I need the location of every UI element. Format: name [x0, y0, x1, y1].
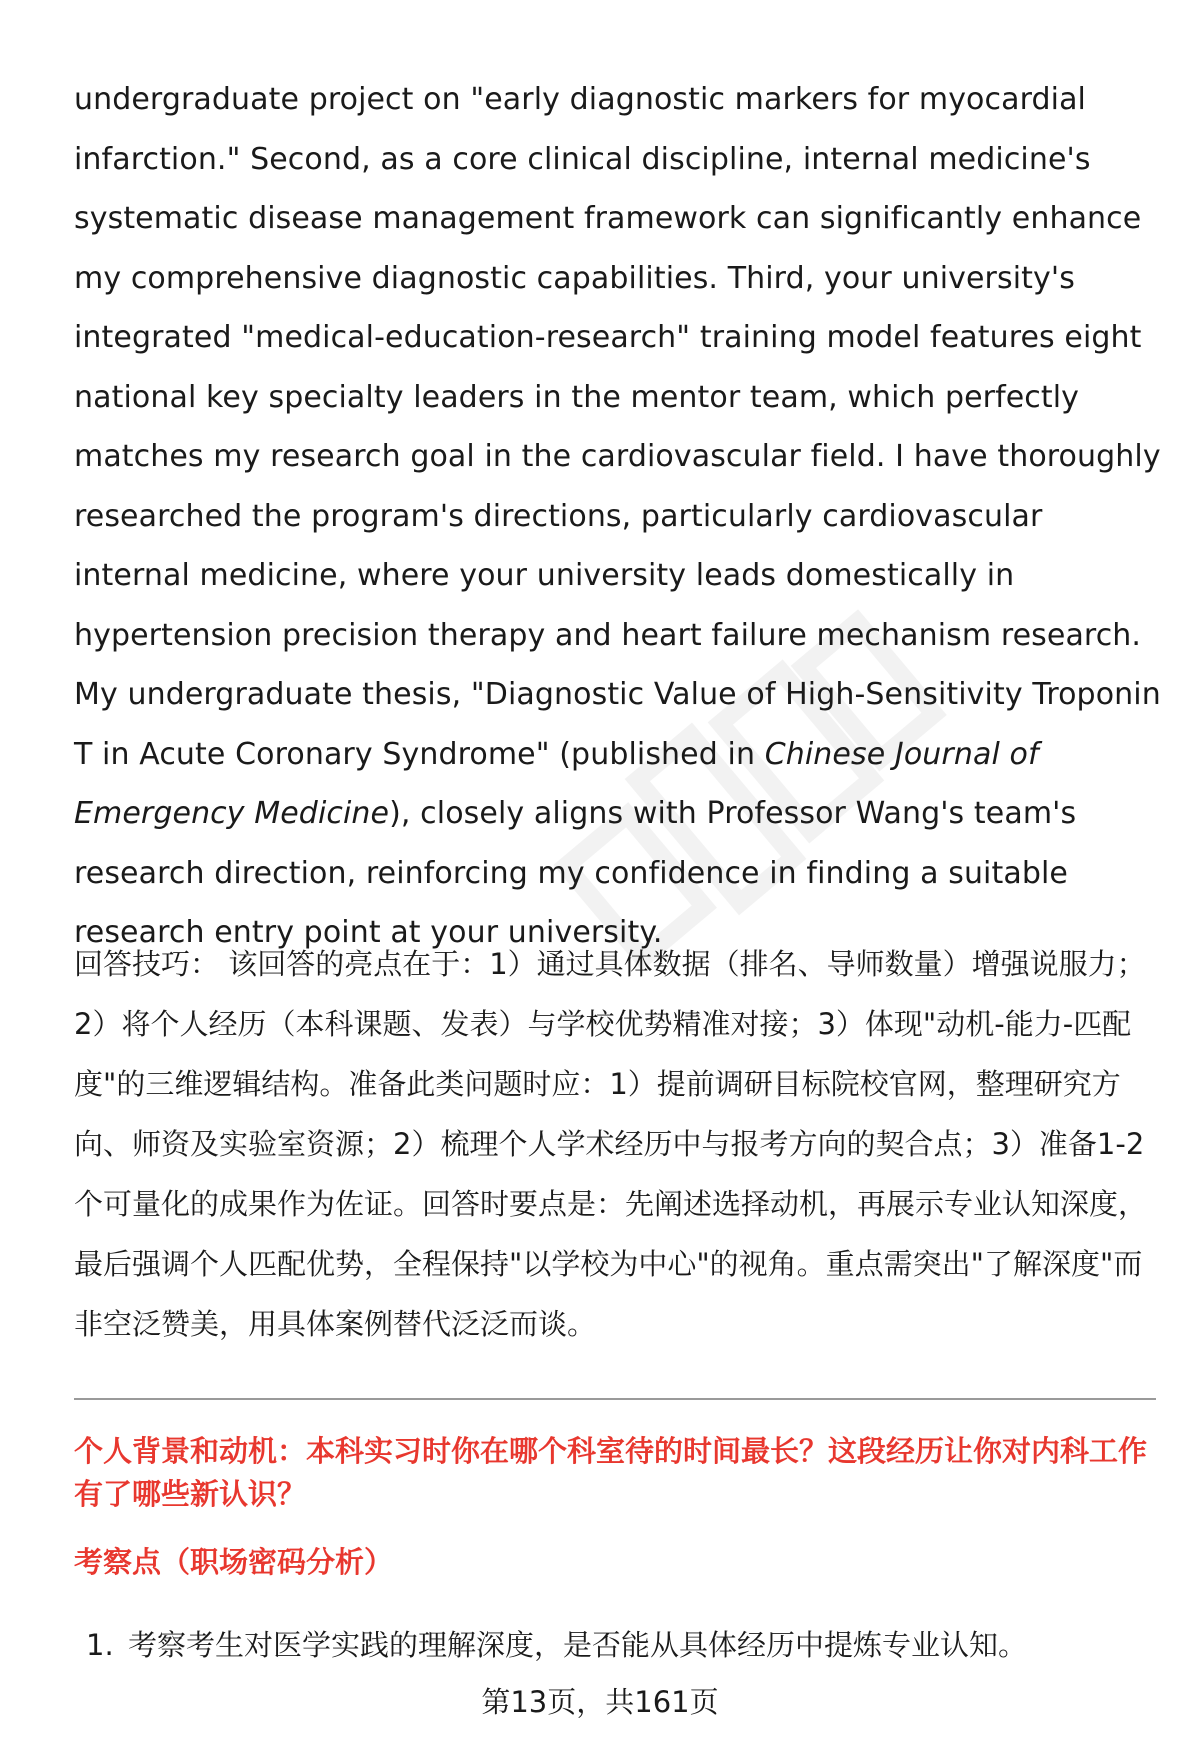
exam-points-list — [74, 1620, 1154, 1670]
list-item-text: 考察考生对医学实践的理解深度，是否能从具体经历中提炼专业认知。 — [128, 1628, 1028, 1662]
list-item-number: 1. — [86, 1628, 114, 1662]
interview-question: 个人背景和动机：本科实习时你在哪个科室待的时间最长？这段经历让你对内科工作有了哪些新认识？ — [74, 1434, 1148, 1511]
section-divider — [74, 1398, 1156, 1400]
answer-tips-paragraph: 回答技巧： 该回答的亮点在于：1）通过具体数据（排名、导师数量）增强说服力；2）将个人经历（本科课题、发表）与学校优势精准对接；3）体现"动机-能力-匹配度"的三维逻辑结构。准备此类问题时应：1）提前调研目标院校官网，整理研究方向、师资及实验室资源；2）梳理个人学术经历中与报考方向的契合点；3）准备1-2个可量化的成果作为佐证。回答时要点是：先阐述选择动机，再展示专业认知深度，最后强调个人匹配优势，全程保持"以学校为中心"的视角。重点需突出"了解深度"而非空泛赞美，用具体案例替代泛泛而谈。 — [74, 947, 1148, 1341]
list-item — [74, 1620, 1154, 1670]
body-paragraph-text-after: ), closely aligns with Professor Wang's team's research direction, reinforcing my confidence in finding a suitable research entry point at your university. — [74, 796, 1077, 950]
exam-points-heading: 考察点（职场密码分析） — [74, 1545, 394, 1579]
page-number-footer: 第13页，共161页 — [481, 1685, 719, 1719]
body-paragraph-text-before: undergraduate project on "early diagnostic markers for myocardial infarction." Second, as a core clinical discipline, internal medicine's systematic disease management framework can significantly enhance my comprehensive diagnostic capabilities. Third, your university's integrated "medical-education-research" training model features eight national key specialty leaders in the mentor team, which perfectly matches my research goal in the cardiovascular field. I have thoroughly researched the program's directions, particularly cardiovascular internal medicine, where your university leads domestically in hypertension precision therapy and heart failure mechanism research. My undergraduate thesis, "Diagnostic Value of High-Sensitivity Troponin T in Acute Coronary Syndrome" (published in — [74, 82, 1161, 772]
journal-title: Chinese Journal of Emergency Medicine — [74, 736, 1039, 831]
body-paragraph — [74, 70, 1164, 963]
